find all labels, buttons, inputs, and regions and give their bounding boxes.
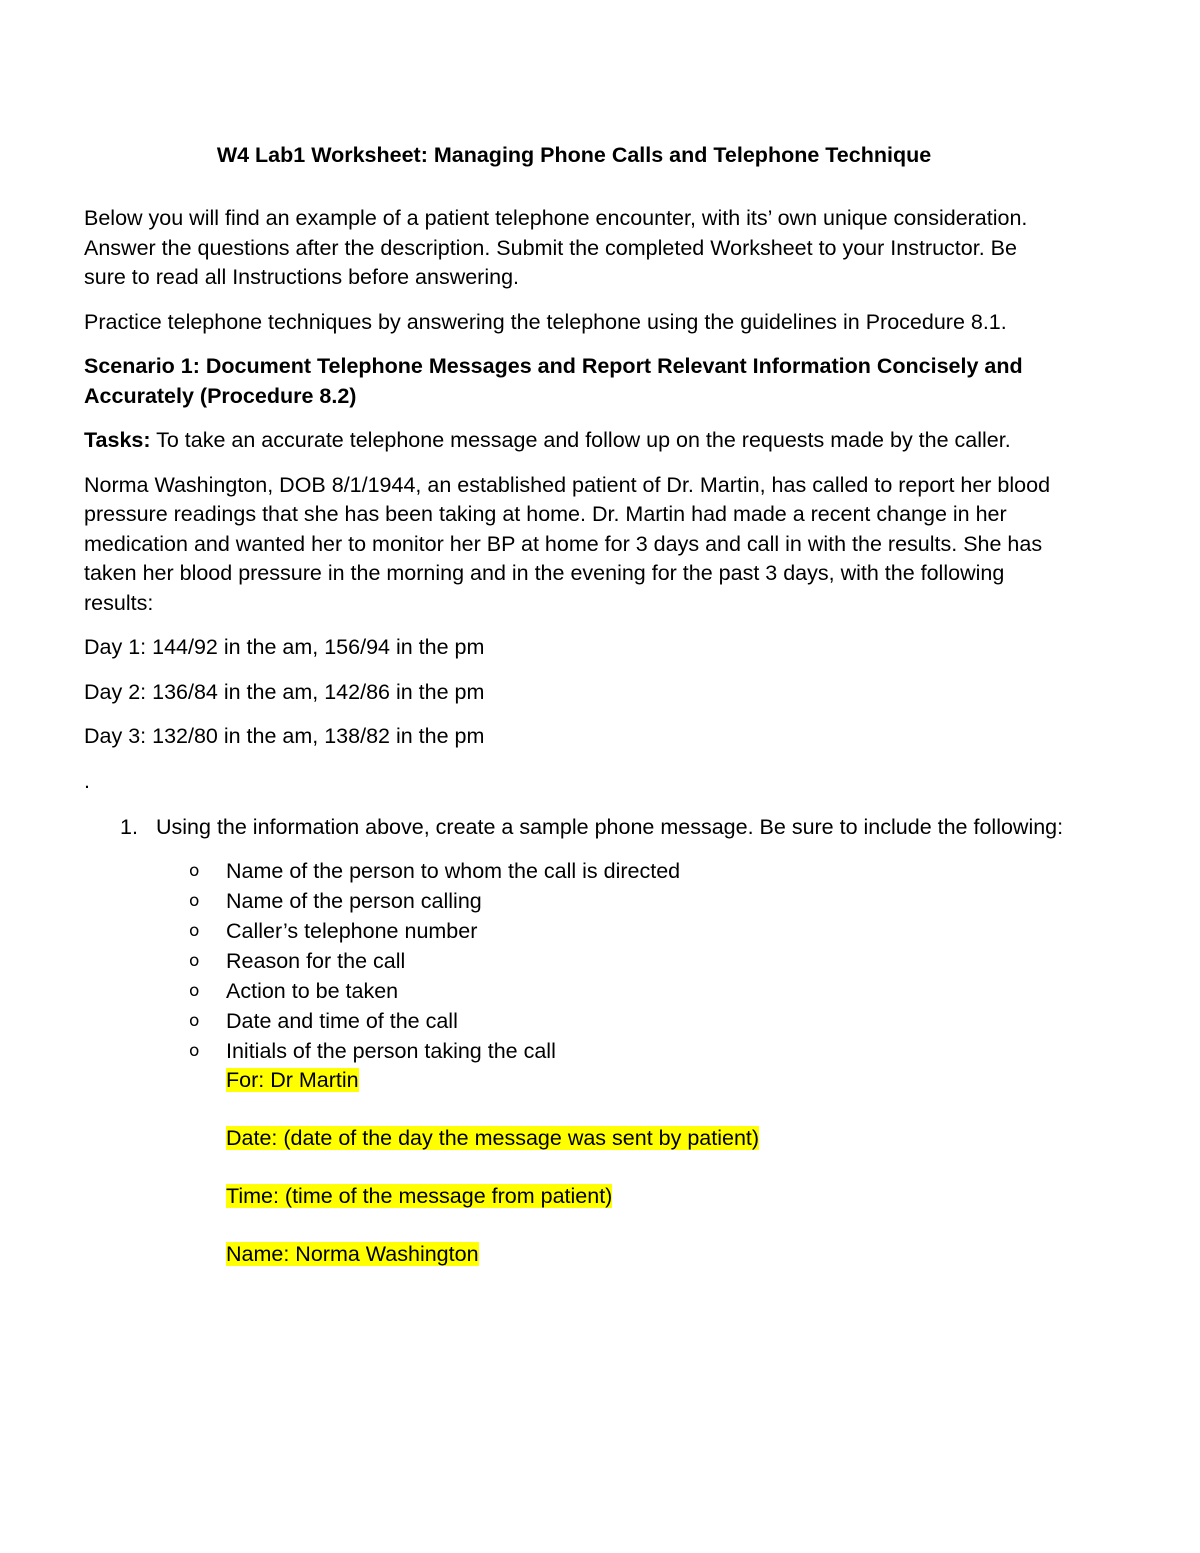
intro-paragraph: Below you will find an example of a patient telephone encounter, with its’ own unique consideration. Answer the questions after the description. Submit the completed Worksheet to your Instructor. Be sure to read all Instructions before answering. [84,206,1028,289]
answer-block [226,1066,1064,1269]
highlighted-text: For: Dr Martin [226,1068,359,1092]
highlighted-text: Time: (time of the message from patient) [226,1184,613,1208]
reading-day-1: Day 1: 144/92 in the am, 156/94 in the pm [84,635,485,659]
bullet-icon: o [189,921,200,941]
list-item: o Initials of the person taking the call [189,1036,1064,1066]
list-item: o Name of the person calling [189,886,1064,916]
question-text: Using the information above, create a sample phone message. Be sure to include the following: [156,814,1064,839]
bullet-icon: o [189,861,200,881]
bullet-icon: o [189,1011,200,1031]
list-item: o Action to be taken [189,976,1064,1006]
tasks-label: Tasks: [84,428,151,452]
bullet-icon: o [189,1041,200,1061]
list-item: o Caller’s telephone number [189,916,1064,946]
answer-for [226,1066,1064,1095]
scenario-paragraph: Norma Washington, DOB 8/1/1944, an established patient of Dr. Martin, has called to report her blood pressure readings that she has been taking at home. Dr. Martin had made a recent change in her medication and wanted her to monitor her BP at home for 3 days and call in with the results. She has taken her blood pressure in the morning and in the evening for the past 3 days, with the following results: [84,472,1051,615]
list-item: o Name of the person to whom the call is directed [189,856,1064,886]
requirements-list [189,856,1064,1066]
document-content [84,140,1064,1298]
list-item: o Reason for the call [189,946,1064,976]
list-item: o Date and time of the call [189,1006,1064,1036]
answer-name [226,1240,1064,1269]
highlighted-text: Name: Norma Washington [226,1242,479,1266]
practice-paragraph: Practice telephone techniques by answering the telephone using the guidelines in Procedure 8.1. [84,309,1007,334]
answer-date [226,1124,1064,1153]
scenario-heading: Scenario 1: Document Telephone Messages and Report Relevant Information Concisely and Accurately (Procedure 8.2) [84,354,1023,408]
answer-time [226,1182,1064,1211]
bullet-icon: o [189,891,200,911]
bullet-icon: o [189,981,200,1001]
reading-day-2: Day 2: 136/84 in the am, 142/86 in the pm [84,679,485,704]
question-number: 1. [120,814,138,839]
stray-dot: . [84,768,90,793]
tasks-text: To take an accurate telephone message and follow up on the requests made by the caller. [150,428,1011,452]
bullet-icon: o [189,951,200,971]
reading-day-3: Day 3: 132/80 in the am, 138/82 in the pm [84,724,485,748]
worksheet-title: W4 Lab1 Worksheet: Managing Phone Calls and Telephone Technique [216,143,932,167]
tasks-paragraph [84,426,1064,456]
highlighted-text: Date: (date of the day the message was sent by patient) [226,1126,760,1150]
question-1 [120,813,1064,843]
